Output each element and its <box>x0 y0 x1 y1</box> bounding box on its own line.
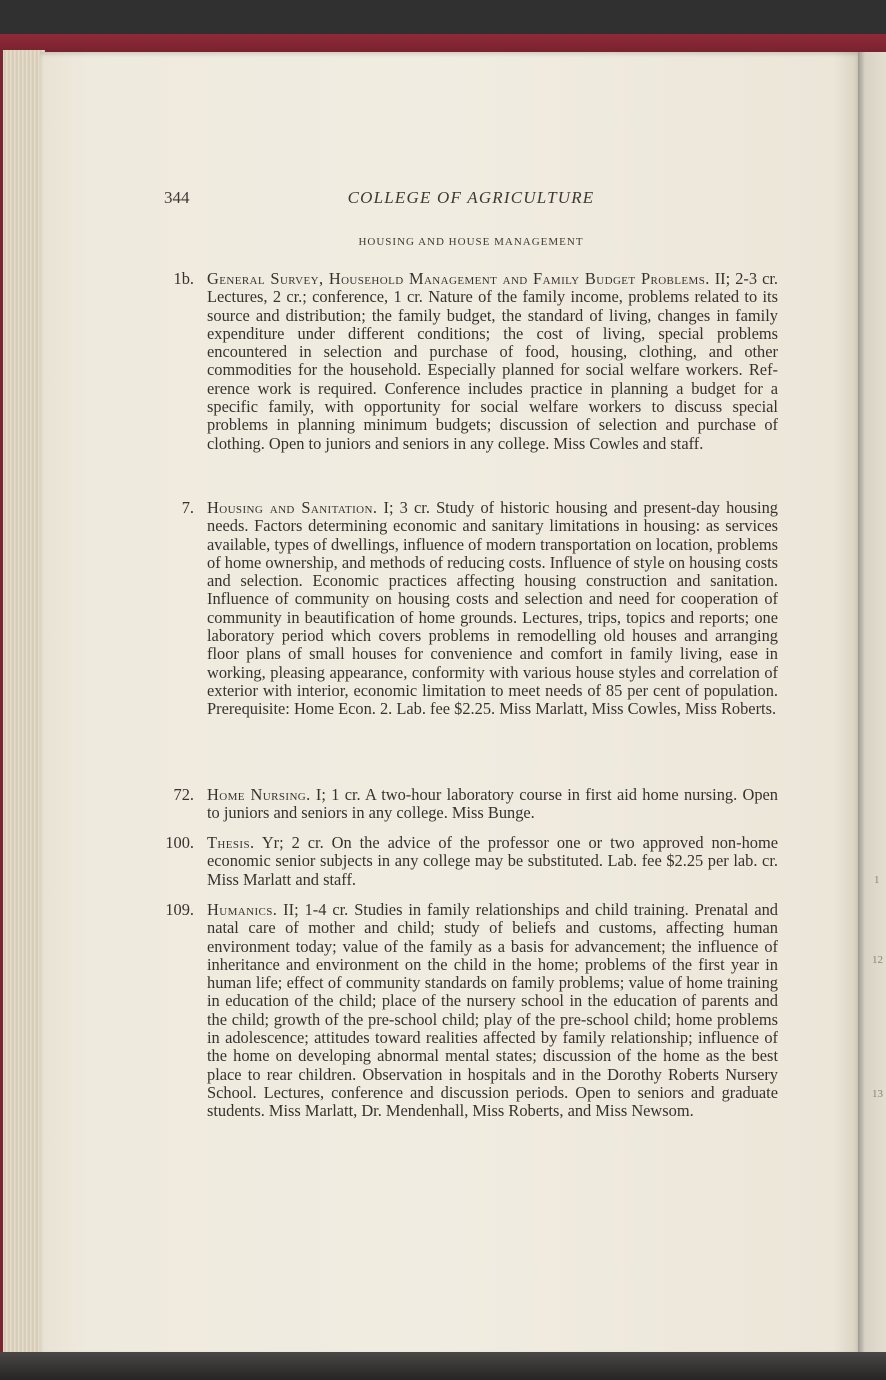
course-number: 1b. <box>173 269 194 288</box>
course-body: I; 1 cr. A two-hour laboratory course in first aid home nursing. Open to juniors and seniors in any college. Miss Bunge. <box>207 785 779 823</box>
facing-page-mark: 13 <box>872 1088 883 1100</box>
section-heading: HOUSING AND HOUSE MANAGEMENT <box>358 236 584 248</box>
page-number: 344 <box>164 188 190 207</box>
course-title: Housing and Sanitation. <box>207 498 378 517</box>
course-body: II; 2-3 cr. Lectures, 2 cr.; conference, 1 cr. Nature of the family income, problems related to its source and distribution; the family budget, the standard of living, changes in family expenditure under different conditions; the cost of living, special problems encountered in selection and purchase of food, housing, clothing, and other commodities for the household. Especially planned for social welfare workers. Reference work is required. Conference includes practice in planning a budget for a specific family, with opportunity for social welfare workers to discuss special problems in planning minimum budgets; discussion of selection and purchase of clothing. Open to juniors and seniors in any college. Miss Cowles and staff. <box>207 269 778 453</box>
course-description <box>207 270 778 453</box>
course-number: 7. <box>181 498 194 517</box>
course-description <box>207 786 778 823</box>
course-title: General Survey, Household Management and Family Budget Problems. <box>207 269 710 288</box>
facing-page-mark: 12 <box>872 954 883 966</box>
course-number: 100. <box>165 833 194 852</box>
running-title: COLLEGE OF AGRICULTURE <box>347 188 595 207</box>
course-body: II; 1-4 cr. Studies in family relationships and child training. Prenatal and natal care of mother and child; study of beliefs and customs, affecting human environment today; value of the family as a basis for advancement; the influence of inheritance and environment on the child in the home; problems of the first year in human life; effect of community standards on family problems; value of home training in education of the child; place of the nursery school in the education of parents and the child; growth of the pre-school child; play of the pre-school child; home problems in adolescence; attitudes toward realities affected by family relationship; influence of the home on developing abnormal mental states; discussion of the home as the best place to rear children. Observation in hospitals and in the Dorothy Roberts Nursery School. Lectures, conference and discussion periods. Open to seniors and graduate students. Miss Marlatt, Dr. Mendenhall, Miss Roberts, and Miss Newsom. <box>207 900 778 1121</box>
facing-page-edge <box>858 52 886 1352</box>
course-title: Humanics. <box>207 900 278 919</box>
course-title: Home Nursing. <box>207 785 311 804</box>
course-number: 72. <box>173 785 194 804</box>
course-description <box>207 834 778 889</box>
course-body: Yr; 2 cr. On the advice of the professor one or two approved non-home economic senior subjects in any college may be substituted. Lab. fee $2.25 per lab. cr. Miss Marlatt and staff. <box>207 833 778 889</box>
background-bottom <box>0 1352 886 1380</box>
course-body: I; 3 cr. Study of historic housing and present-day housing needs. Factors determining economic and sanitary limitations in housing: as services available, types of dwellings, influence of modern transportation on location, problems of home ownership, and methods of reducing costs. Influence of style on housing costs and selection. Economic practices affecting housing construction and sanitation. Influence of community on housing costs and selection and need for cooperation of community in beautification of home grounds. Lectures, trips, topics and reports; one laboratory period which covers problems in remodelling old houses and arranging floor plans of small houses for convenience and comfort in family living, ease in working, pleasing appearance, conformity with various house styles and correlation of exterior with interior, economic limitation to meet needs of 85 per cent of population. Prerequisite: Home Econ. 2. Lab. fee $2.25. Miss Marlatt, Miss Cowles, Miss Roberts. <box>207 498 778 719</box>
page-edges-left <box>0 50 45 1355</box>
course-title: Thesis. <box>207 833 255 852</box>
course-number: 109. <box>165 900 194 919</box>
page-header <box>164 188 778 214</box>
course-description <box>207 901 778 1121</box>
facing-page-mark: 1 <box>874 874 880 886</box>
course-description <box>207 499 778 719</box>
